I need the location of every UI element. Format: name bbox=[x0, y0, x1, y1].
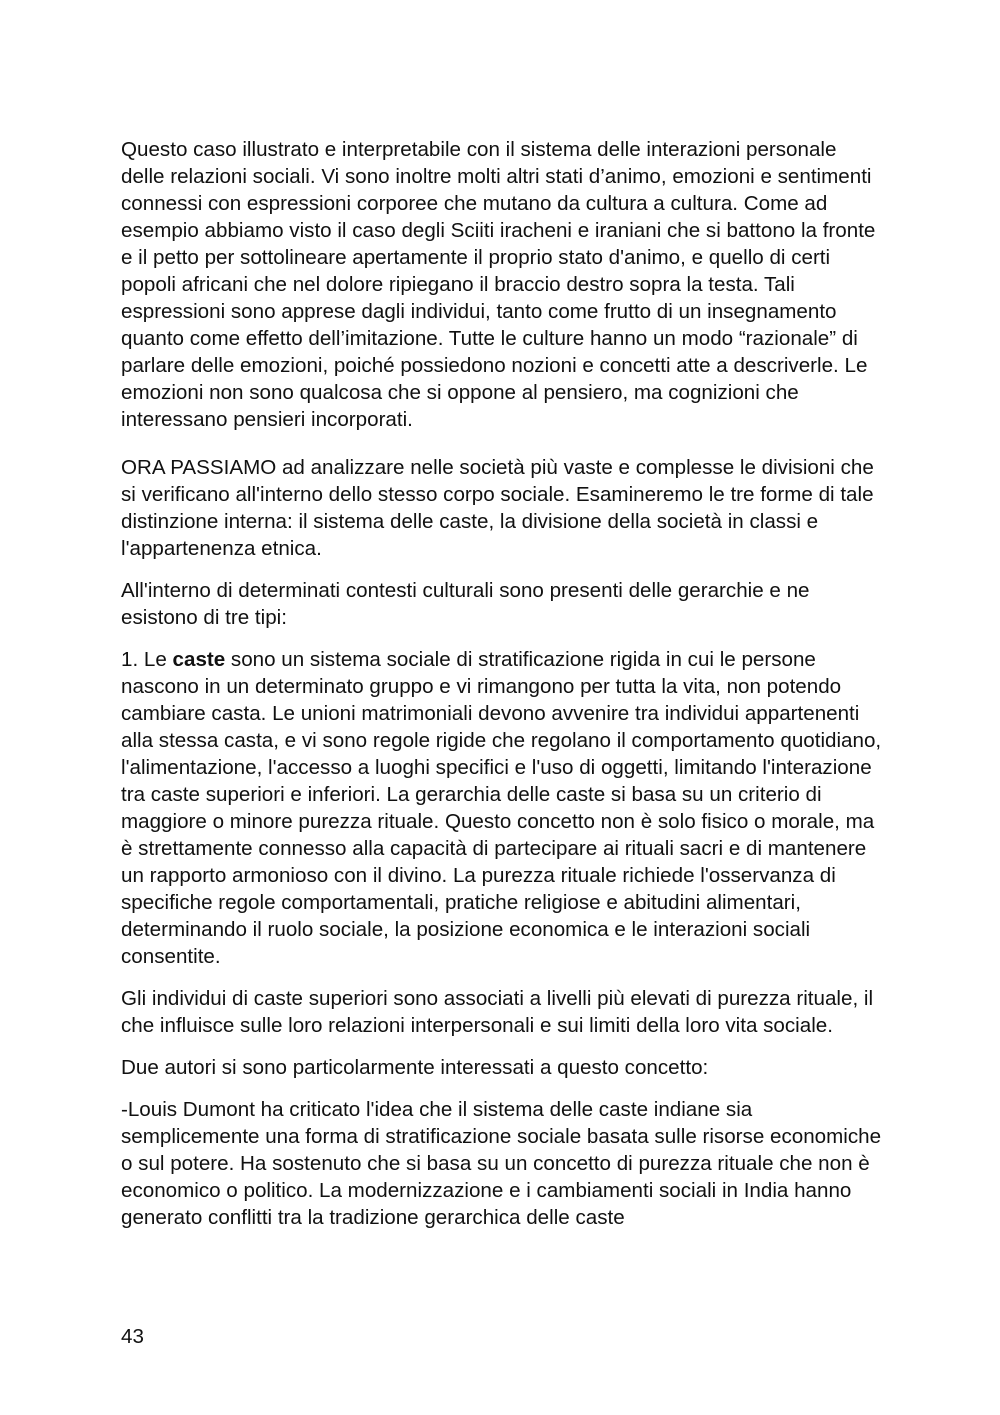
paragraph-emotions: Questo caso illustrato e interpretabile con il sistema delle interazioni personale delle relazioni sociali. Vi sono inoltre molti altri stati d’animo, emozioni e sentimenti connessi con espressioni corporee che mutano da cultura a cultura. Come ad esempio abbiamo visto il caso degli Sciiti iracheni e iraniani che si battono la fronte e il petto per sottolineare apertamente il proprio stato d'animo, e quello di certi popoli africani che nel dolore ripiegano il braccio destro sopra la testa. Tali espressioni sono apprese dagli individui, tanto come frutto di un insegnamento quanto come effetto dell’imitazione. Tutte le culture hanno un modo “razionale” di parlare delle emozioni, poiché possiedono nozioni e concetti atte a descriverle. Le emozioni non sono qualcosa che si oppone al pensiero, ma cognizioni che interessano pensieri incorporati. bbox=[121, 138, 876, 431]
paragraph-dumont: -Louis Dumont ha criticato l'idea che il sistema delle caste indiane sia semplicemente una forma di stratificazione sociale basata sulle risorse economiche o sul potere. Ha sostenuto che si basa su un concetto di purezza rituale che non è economico o politico. La modernizzazione e i cambiamenti sociali in India hanno generato conflitti tra la tradizione gerarchica delle caste bbox=[121, 1098, 882, 1229]
page-number: 43 bbox=[121, 1325, 144, 1348]
body-text bbox=[121, 136, 883, 1246]
paragraph-castes bbox=[121, 646, 883, 970]
paragraph-authors-intro: Due autori si sono particolarmente interessati a questo concetto: bbox=[121, 1056, 709, 1079]
castes-description: sono un sistema sociale di stratificazione rigida in cui le persone nascono in un determinato gruppo e vi rimangono per tutta la vita, non potendo cambiare casta. Le unioni matrimoniali devono avvenire tra individui appartenenti alla stessa casta, e vi sono regole rigide che regolano il comportamento quotidiano, l'alimentazione, l'accesso a luoghi specifici e l'uso di oggetti, limitando l'interazione tra caste superiori e inferiori. La gerarchia delle caste si basa su un criterio di maggiore o minore purezza rituale. Questo concetto non è solo fisico o morale, ma è strettamente connesso alla capacità di partecipare ai rituali sacri e di mantenere un rapporto armonioso con il divino. La purezza rituale richiede l'osservanza di specifiche regole comportamentali, pratiche religiose e abitudini alimentari, determinando il ruolo sociale, la posizione economica e le interazioni sociali consentite. bbox=[121, 648, 882, 968]
paragraph-hierarchies-intro: All'interno di determinati contesti culturali sono presenti delle gerarchie e ne esistono di tre tipi: bbox=[121, 579, 810, 629]
paragraph-social-divisions: ORA PASSIAMO ad analizzare nelle società più vaste e complesse le divisioni che si verificano all'interno dello stesso corpo sociale. Esamineremo le tre forme di tale distinzione interna: il sistema delle caste, la divisione della società in classi e l'appartenenza etnica. bbox=[121, 456, 874, 560]
paragraph-upper-castes: Gli individui di caste superiori sono associati a livelli più elevati di purezza rituale, il che influisce sulle loro relazioni interpersonali e sui limiti della loro vita sociale. bbox=[121, 987, 874, 1037]
castes-term: caste bbox=[172, 648, 226, 671]
castes-list-prefix: 1. Le bbox=[121, 648, 173, 671]
